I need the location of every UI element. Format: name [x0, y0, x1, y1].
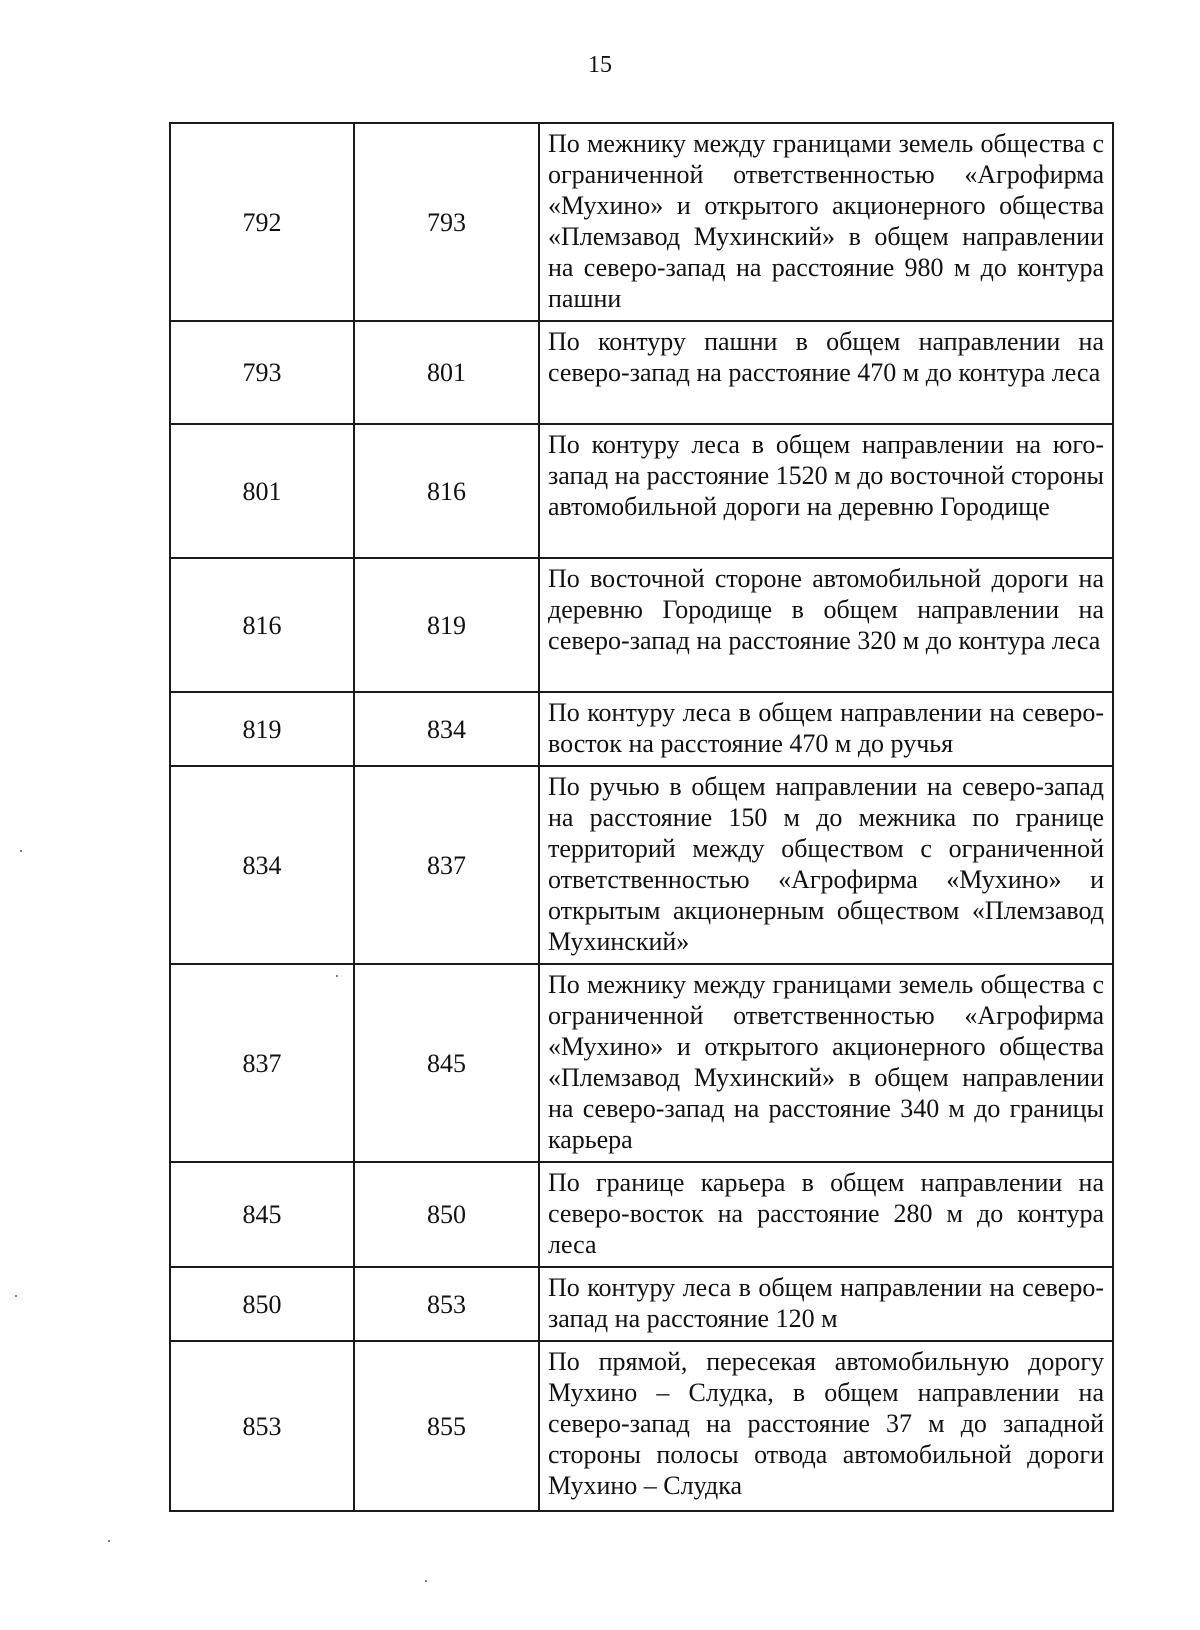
to-point-cell: 850 [354, 1162, 539, 1267]
to-point-cell: 855 [354, 1341, 539, 1511]
from-point-cell: 845 [170, 1162, 354, 1267]
to-point-cell: 853 [354, 1267, 539, 1341]
description-cell: По контуру леса в общем направлении на юго-запад на расстояние 1520 м до восточной стороны автомобильной дороги на деревню Городище [539, 424, 1113, 558]
scan-speck [425, 1580, 427, 1582]
to-point-cell: 793 [354, 123, 539, 321]
table-row [170, 558, 1113, 692]
description-cell: По контуру леса в общем направлении на северо-запад на расстояние 120 м [539, 1267, 1113, 1341]
from-point-cell: 816 [170, 558, 354, 692]
table-row [170, 1267, 1113, 1341]
from-point-cell: 801 [170, 424, 354, 558]
description-cell: По восточной стороне автомобильной дороги на деревню Городище в общем направлении на северо-запад на расстояние 320 м до контура леса [539, 558, 1113, 692]
scan-speck [108, 1540, 110, 1542]
description-cell: По контуру пашни в общем направлении на северо-запад на расстояние 470 м до контура леса [539, 321, 1113, 424]
table-row [170, 692, 1113, 766]
from-point-cell: 819 [170, 692, 354, 766]
table-row [170, 766, 1113, 964]
scan-speck [15, 1295, 17, 1297]
description-cell: По контуру леса в общем направлении на северо-восток на расстояние 470 м до ручья [539, 692, 1113, 766]
table-row [170, 1341, 1113, 1511]
description-cell: По межнику между границами земель общества с ограниченной ответственностью «Агрофирма «Мухино» и открытого акционерного общества «Племзавод Мухинский» в общем направлении на северо-запад на расстояние 340 м до границы карьера [539, 964, 1113, 1162]
from-point-cell: 834 [170, 766, 354, 964]
boundary-description-table [169, 122, 1114, 1512]
from-point-cell: 837 [170, 964, 354, 1162]
table-row [170, 321, 1113, 424]
from-point-cell: 853 [170, 1341, 354, 1511]
scan-speck [336, 975, 338, 977]
table-row [170, 123, 1113, 321]
to-point-cell: 816 [354, 424, 539, 558]
description-cell: По границе карьера в общем направлении на северо-восток на расстояние 280 м до контура леса [539, 1162, 1113, 1267]
description-cell: По прямой, пересекая автомобильную дорогу Мухино – Слудка, в общем направлении на северо-запад на расстояние 37 м до западной стороны полосы отвода автомобильной дороги Мухино – Слудка [539, 1341, 1113, 1511]
page-number: 15 [588, 52, 612, 78]
to-point-cell: 834 [354, 692, 539, 766]
table-row [170, 1162, 1113, 1267]
description-cell: По ручью в общем направлении на северо-запад на расстояние 150 м до межника по границе территорий между обществом с ограниченной ответственностью «Агрофирма «Мухино» и открытым акционерным обществом «Племзавод Мухинский» [539, 766, 1113, 964]
to-point-cell: 819 [354, 558, 539, 692]
to-point-cell: 837 [354, 766, 539, 964]
to-point-cell: 801 [354, 321, 539, 424]
from-point-cell: 850 [170, 1267, 354, 1341]
description-cell: По межнику между границами земель общества с ограниченной ответственностью «Агрофирма «Мухино» и открытого акционерного общества «Племзавод Мухинский» в общем направлении на северо-запад на расстояние 980 м до контура пашни [539, 123, 1113, 321]
from-point-cell: 793 [170, 321, 354, 424]
to-point-cell: 845 [354, 964, 539, 1162]
table-row [170, 964, 1113, 1162]
from-point-cell: 792 [170, 123, 354, 321]
scan-speck [20, 850, 22, 852]
table-row [170, 424, 1113, 558]
